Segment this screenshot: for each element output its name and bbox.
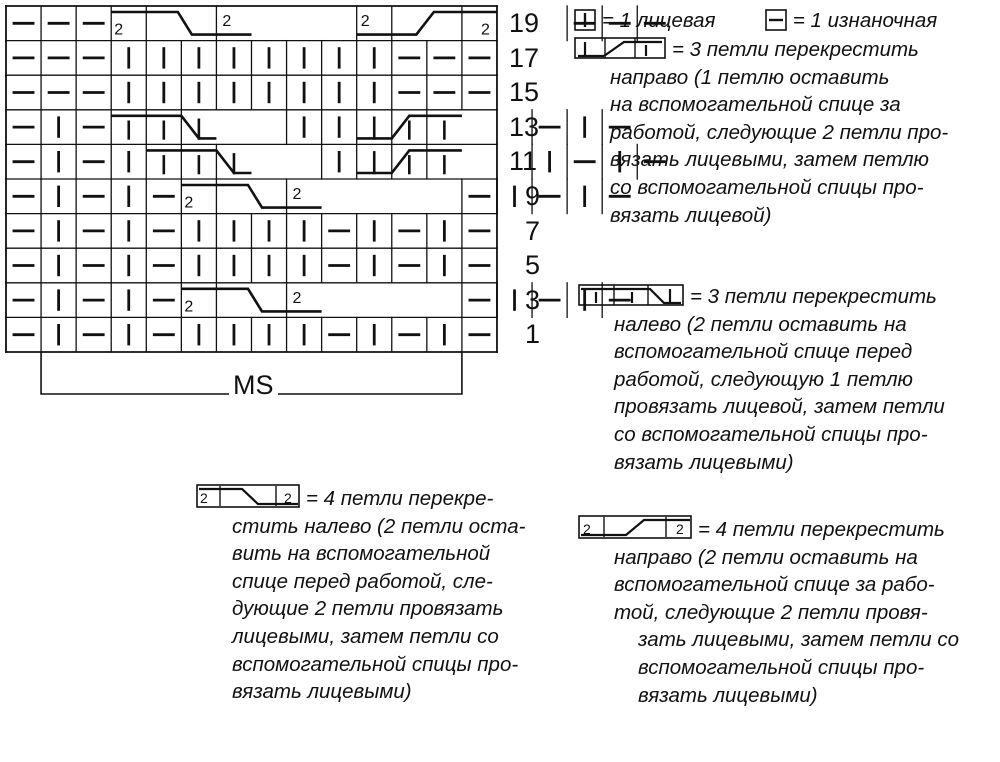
cable-4-right-icon [578,515,692,539]
row-number: 7 [525,215,541,246]
cable-count-label: 2 [292,186,302,203]
row-number: 9 [525,181,541,211]
purl-symbol-icon [765,9,787,31]
row-number: 19 [509,8,540,38]
cable-4-right-icon-count-left: 2 [583,521,591,537]
legend-c3-left-line-6: со вспомогательной спицы про- [614,422,928,446]
row-number: 1 [525,319,541,350]
cable-3-right-icon [574,37,666,59]
cable-4-left-icon-count-right: 2 [284,490,292,506]
legend-c3-right-line-3: на вспомогательной спице за [610,93,901,117]
legend-knit-purl [574,7,937,34]
legend-c4-right-line-1: = 4 петли перекрестить [698,518,945,541]
cable-4-right-mark [357,12,497,35]
legend-c4-left-line-3: вить на вспомогательной [232,542,491,566]
cable-4-left-icon-count-left: 2 [200,490,208,506]
legend-c3-right-line-4: работой, следующие 2 петли про- [610,120,949,144]
knit-symbol-icon [574,9,596,31]
cable-count-label: 2 [292,289,302,307]
legend-c3-left-line-3: вспомогательной спице перед [614,340,913,364]
legend-c3-right-line-6: со вспомогательной спицы про- [610,175,924,199]
row-number: 15 [509,77,540,108]
legend-c4-left-line-7: вспомогательной спицы про- [232,652,519,676]
legend-c4-right-line-3: вспомогательной спице за рабо- [614,573,935,597]
legend-c4-left-line-6: лицевыми, затем петли со [232,624,499,648]
legend-c3-right-line-7: вязать лицевой) [610,203,772,227]
legend-c3-right [574,36,948,229]
legend-c4-left-line-1: = 4 петли перекре- [306,487,494,510]
cable-count-label: 2 [184,298,194,316]
row-number: 5 [525,250,541,281]
legend-c3-left-line-1: = 3 петли перекрестить [690,285,937,308]
legend-purl-text: = 1 изнаночная [792,9,938,32]
repeat-label-ms: MS [229,372,278,399]
cable-count-label: 2 [480,21,490,39]
row-number: 17 [509,42,540,73]
cable-4-left-icon [196,484,300,508]
legend-c4-right-line-7: вязать лицевыми) [638,683,818,707]
legend-c4-right [578,515,959,709]
cable-count-label: 2 [114,21,124,39]
legend-c4-right-line-6: вспомогательной спицы про- [638,655,925,679]
cable-4-right-icon-count-right: 2 [676,521,684,537]
row-number: 3 [525,284,541,315]
legend-c3-left-line-2: налево (2 петли оставить на [614,312,907,336]
legend-c3-left [578,283,945,476]
legend-c4-left-line-8: вязать лицевыми) [232,680,412,704]
legend-c4-left-line-2: стить налево (2 петли оста- [232,514,526,538]
cable-3-left-icon [578,284,684,306]
row-number: 13 [509,111,540,142]
legend-c3-right-line-1: = 3 петли перекрестить [672,38,919,61]
legend-c4-left-line-4: спице перед работой, сле- [232,569,493,593]
cable-count-label: 2 [222,13,232,30]
cable-count-label: 2 [360,13,370,30]
legend-c3-right-line-5: вязать лицевыми, затем петлю [610,148,929,172]
legend-c3-right-line-2: направо (1 петлю оставить [610,65,890,89]
cable-count-label: 2 [184,194,194,212]
legend-c4-right-line-2: направо (2 петли оставить на [614,545,918,569]
legend-c3-left-line-7: вязать лицевыми) [614,450,794,474]
legend-c4-right-line-5: зать лицевыми, затем петли со [638,628,960,652]
legend-c4-right-line-4: той, следующие 2 петли провя- [614,600,928,624]
legend-c4-left-line-5: дующие 2 петли провязать [232,597,504,621]
legend-c4-left [196,484,525,706]
legend-knit-text: = 1 лицевая [602,9,716,32]
legend-c3-left-line-5: провязать лицевой, затем петли [614,395,945,419]
row-number: 11 [509,146,538,177]
legend-c3-left-line-4: работой, следующую 1 петлю [614,367,913,391]
